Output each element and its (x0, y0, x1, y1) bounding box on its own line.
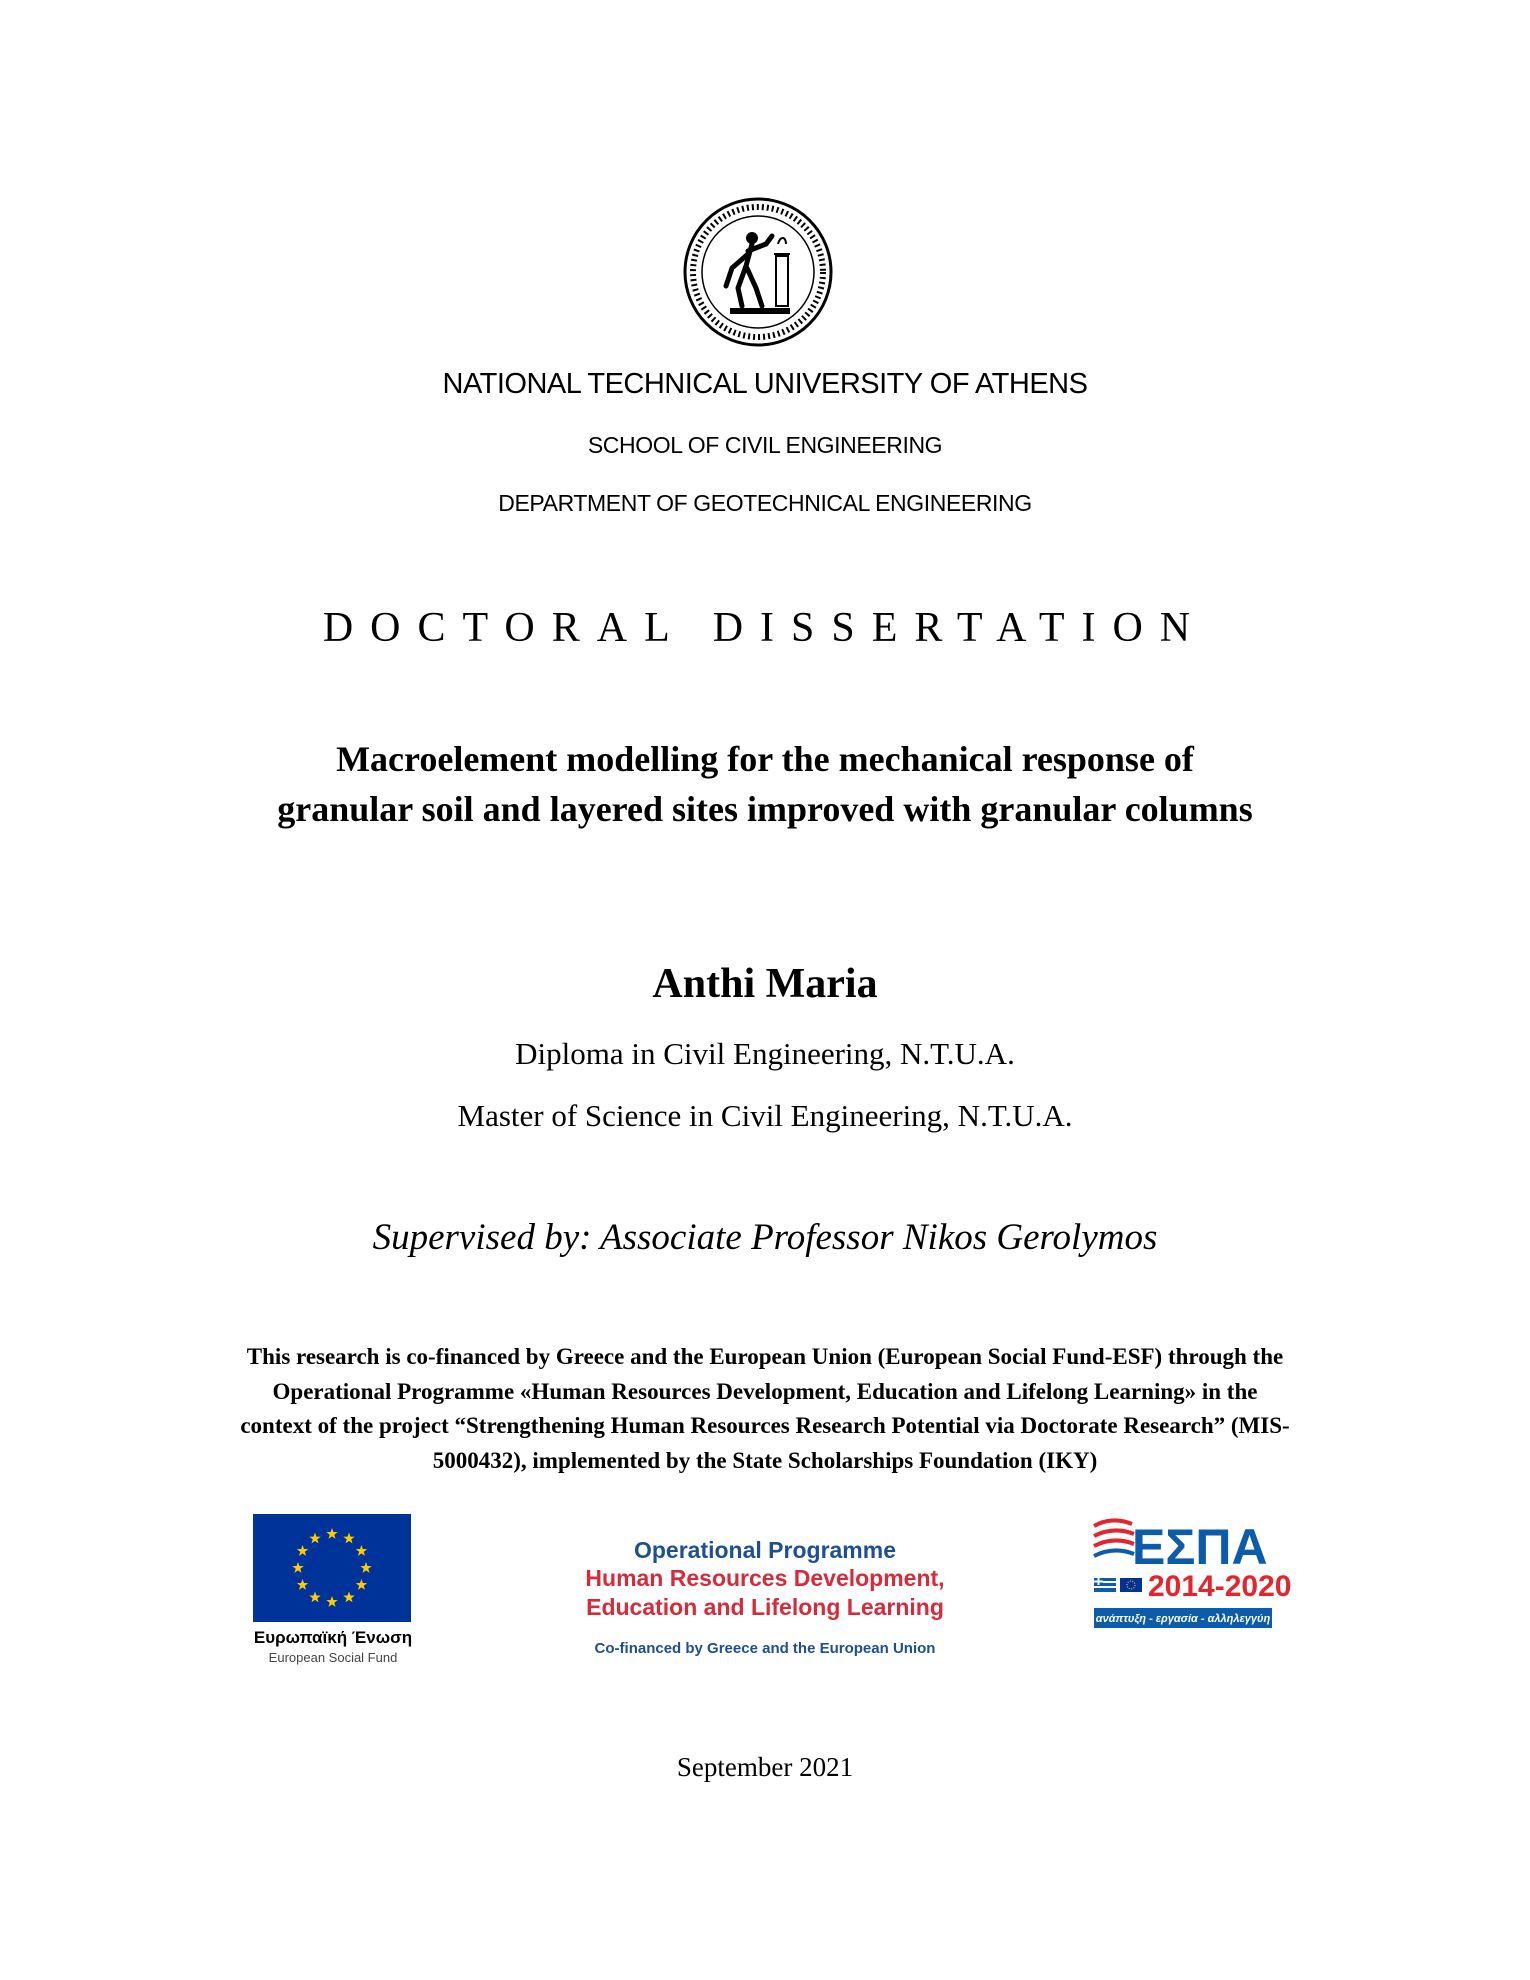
department-name: DEPARTMENT OF GEOTECHNICAL ENGINEERING (498, 490, 1032, 516)
espa-tagline: ανάπτυξη - εργασία - αλληλεγγύη (1095, 1613, 1271, 1625)
funding-note: This research is co-financed by Greece and the European Union (European Social Fund-ESF) through the Operational Programme «Human Resources Development, Education and Lifelong Learning» in the context of the project “Strengthening Human Resources Research Potential via Doctorate Research” (MIS-5000432), implemented by the State Scholarships Foundation (IKY) (240, 1344, 1290, 1473)
author-degree-master: Master of Science in Civil Engineering, N.T.U.A. (457, 1098, 1073, 1133)
eu-name: Ευρωπαϊκή Ένωση (253, 1628, 413, 1647)
op-subtitle-line2: Education and Lifelong Learning (586, 1594, 944, 1620)
university-name: NATIONAL TECHNICAL UNIVERSITY OF ATHENS (442, 368, 1088, 400)
dissertation-title: Macroelement modelling for the mechanical response of granular soil and layered sites improved with granular columns (277, 739, 1253, 829)
espa-logo (1092, 1516, 1292, 1642)
submission-date: September 2021 (676, 1752, 854, 1782)
eu-logo (253, 1514, 413, 1665)
author-name: Anthi Maria (652, 961, 878, 1007)
espa-word: ΕΣΠΑ (1132, 1519, 1268, 1575)
op-subtitle-line1: Human Resources Development, (585, 1565, 945, 1591)
operational-programme-logo (540, 1536, 990, 1657)
op-cofinanced: Co-financed by Greece and the European Union (594, 1640, 936, 1657)
supervisor-line: Supervised by: Associate Professor Nikos Gerolymos (372, 1217, 1158, 1258)
eu-fund-label: European Social Fund (268, 1650, 398, 1665)
op-title: Operational Programme (633, 1537, 897, 1563)
ntua-seal-logo (682, 196, 834, 348)
eu-flag-icon (253, 1514, 411, 1622)
author-degree-diploma: Diploma in Civil Engineering, N.T.U.A. (515, 1036, 1015, 1071)
espa-years: 2014-2020 (1148, 1570, 1292, 1603)
document-type: DOCTORAL DISSERTATION (322, 605, 1208, 651)
school-name: SCHOOL OF CIVIL ENGINEERING (587, 432, 943, 458)
